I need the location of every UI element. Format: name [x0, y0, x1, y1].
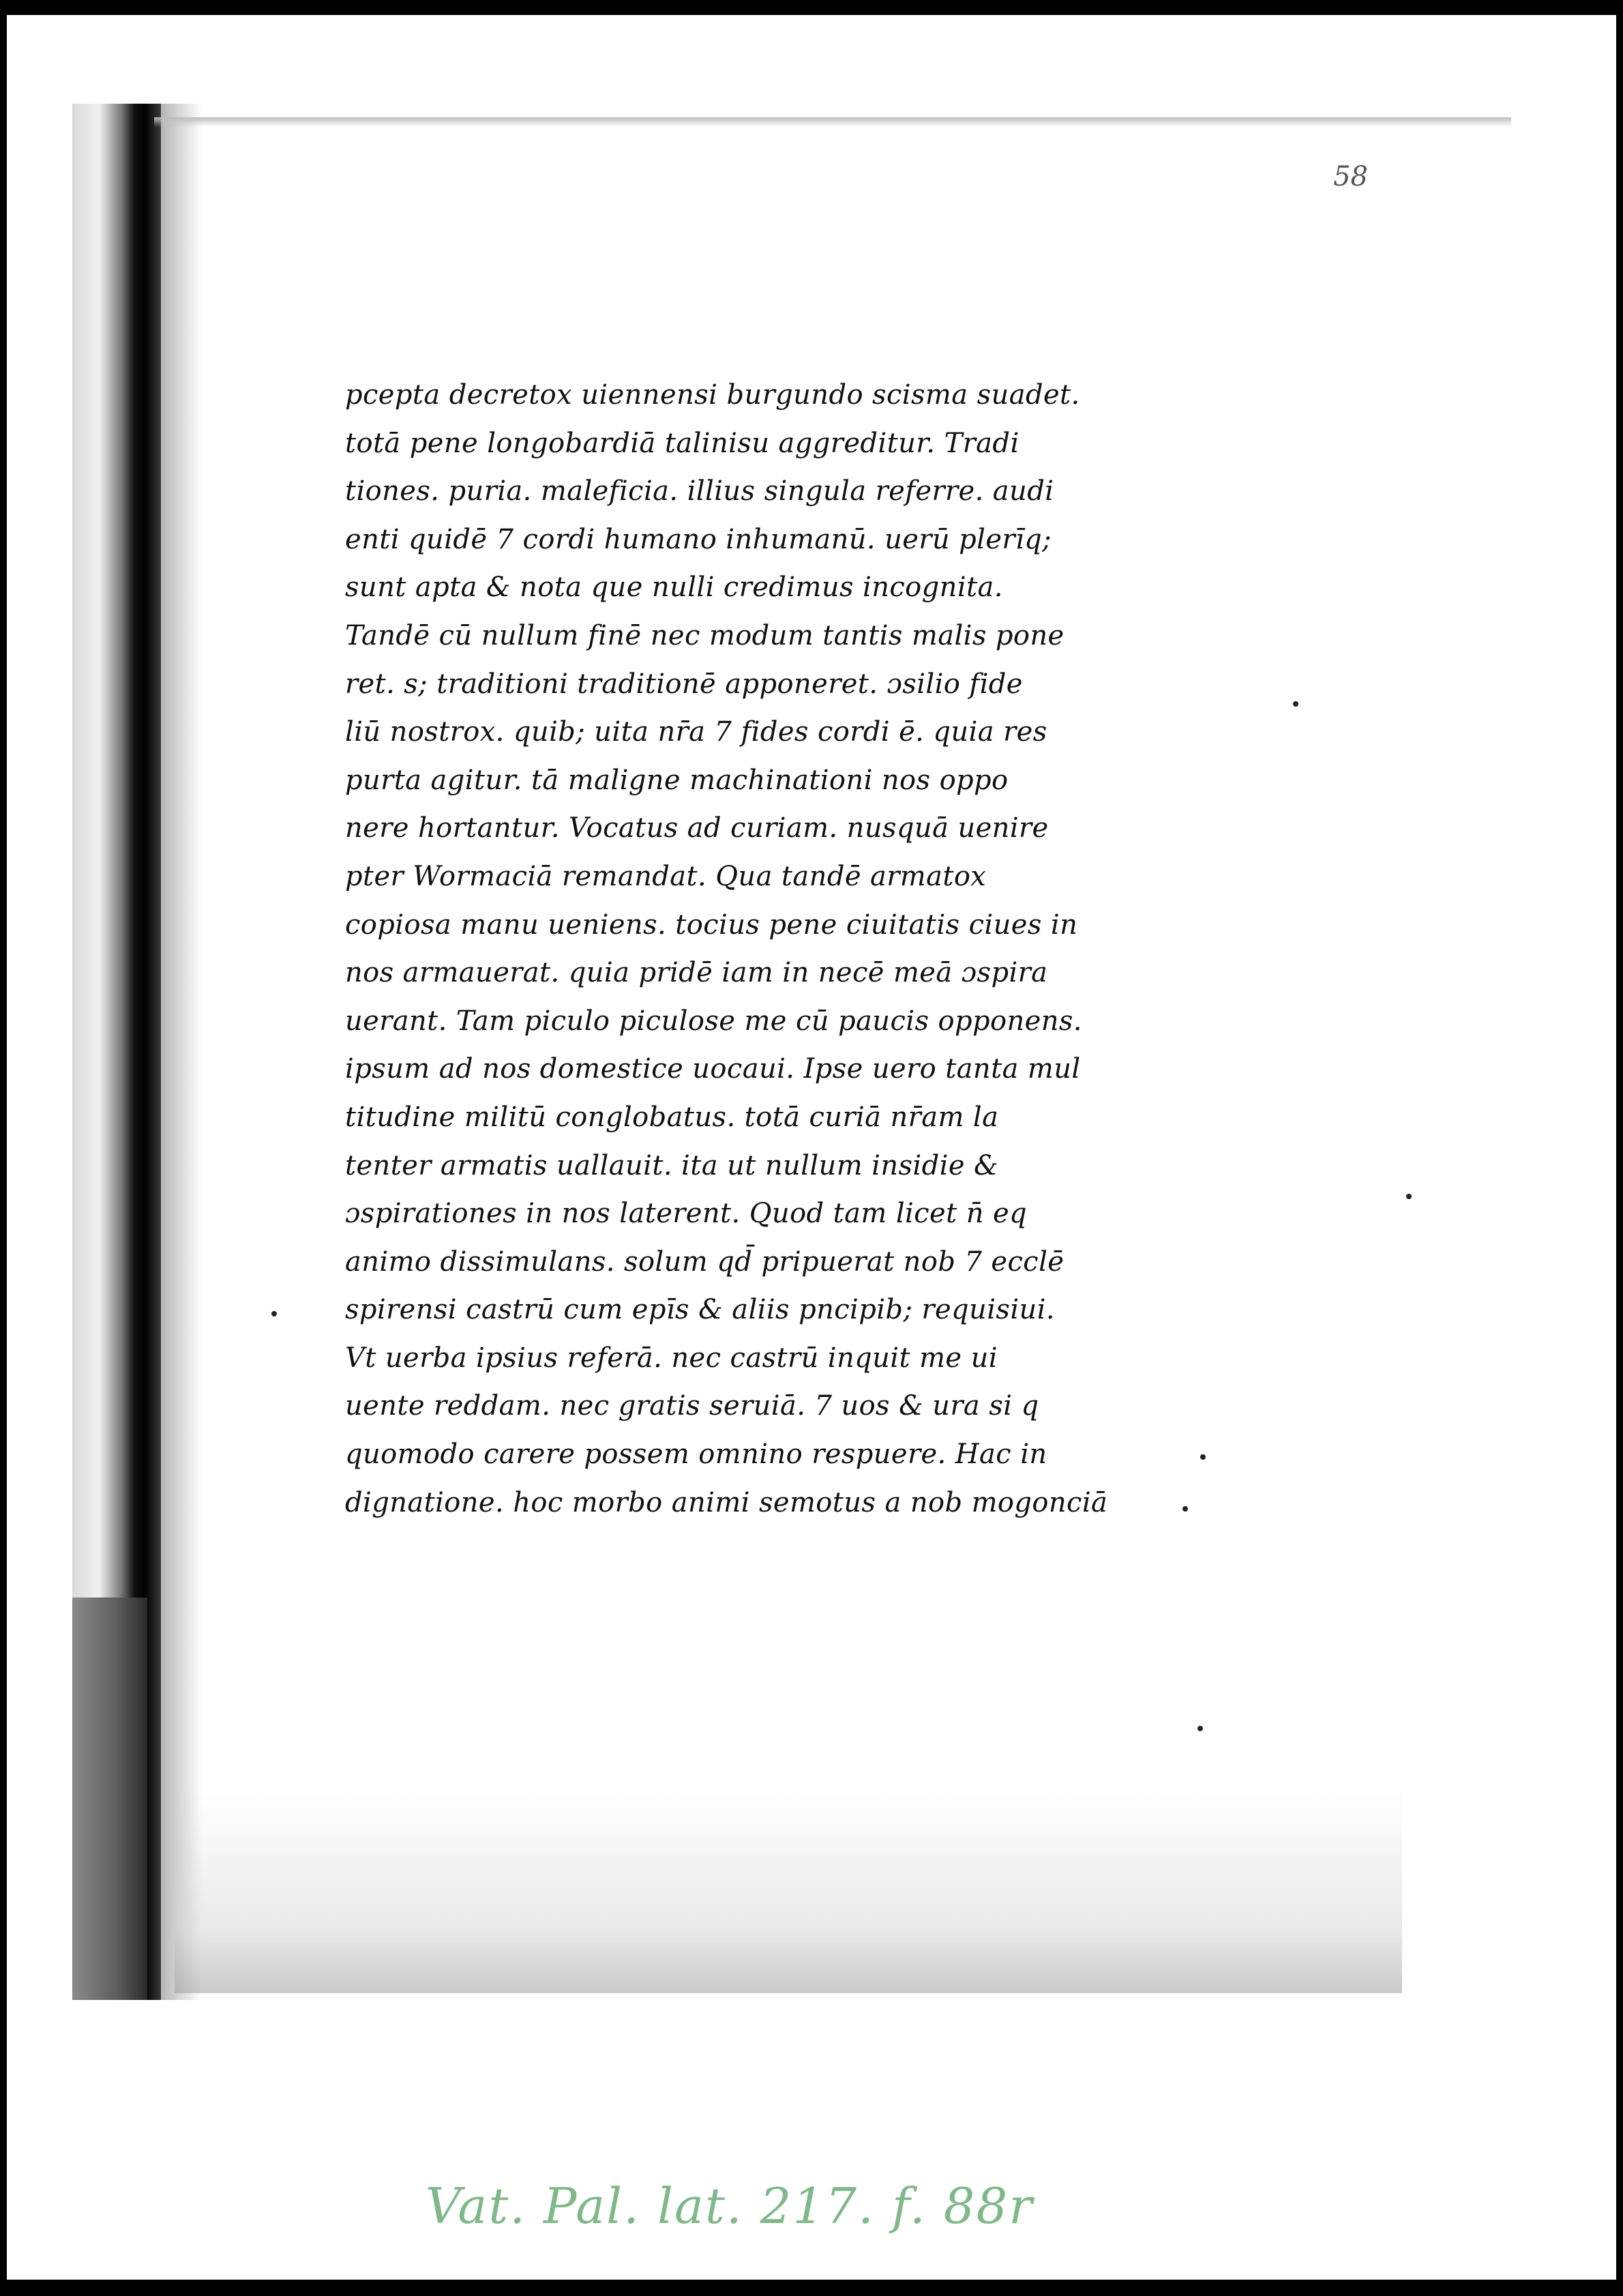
text-line: ipsum ad nos domestice uocaui. Ipse uero tanta mul: [345, 1053, 1081, 1085]
text-line: pcepta decretox uiennensi burgundo scisma suadet.: [345, 379, 1080, 411]
text-line: ɔspirationes in nos laterent. Quod tam licet n̄ eq: [345, 1198, 1028, 1230]
ink-speck: [271, 1311, 277, 1316]
text-line: animo dissimulans. solum qd̄ pripuerat nob 7 ecclē: [345, 1246, 1064, 1278]
text-line: spirensi castrū cum epīs & aliis pncipib; requisiui.: [345, 1294, 1055, 1326]
text-line: Vt uerba ipsius referā. nec castrū inquit me ui: [345, 1342, 998, 1374]
text-line: dignatione. hoc morbo animi semotus a nob mogonciā: [345, 1486, 1108, 1518]
text-line: enti quidē 7 cordi humano inhumanū. uerū plerīq;: [345, 523, 1052, 555]
text-line: liū nostrox. quib; uita nr̄a 7 fides cordi ē. quia res: [345, 716, 1047, 748]
gutter-shadow: [161, 104, 202, 2000]
text-line: Tandē cū nullum finē nec modum tantis malis pone: [345, 619, 1064, 651]
binding-lower-edge: [72, 1598, 147, 2000]
shelfmark-annotation: Vat. Pal. lat. 217. f. 88r: [426, 2177, 1034, 2235]
text-line: nere hortantur. Vocatus ad curiam. nusquā uenire: [345, 812, 1049, 844]
text-line: titudine militū conglobatus. totā curiā nr̄am la: [345, 1101, 999, 1133]
text-line: uerant. Tam piculo piculose me cū paucis opponens.: [345, 1005, 1082, 1037]
folio-number: 58: [1333, 161, 1368, 192]
manuscript-text: [345, 371, 1341, 1527]
ink-speck: [1200, 1454, 1206, 1460]
text-line: sunt apta & nota que nulli credimus incognita.: [345, 572, 1003, 604]
text-line: tenter armatis uallauit. ita ut nullum insidie &: [345, 1149, 999, 1181]
ink-speck: [1197, 1726, 1203, 1731]
text-line: quomodo carere possem omnino respuere. Hac in: [345, 1439, 1047, 1471]
ink-speck: [1406, 1194, 1412, 1199]
text-line: copiosa manu ueniens. tocius pene ciuitatis ciues in: [345, 909, 1078, 941]
text-line: nos armauerat. quia pridē iam in necē meā ɔspira: [345, 957, 1048, 989]
text-line: tiones. puria. maleficia. illius singula referre. audi: [345, 475, 1054, 507]
ink-speck: [1182, 1506, 1188, 1512]
manuscript-folio: [72, 104, 1511, 2000]
text-line: pter Wormaciā remandat. Qua tandē armatox: [345, 860, 987, 892]
folio-top-edge: [154, 117, 1511, 127]
text-line: ret. s; traditioni traditionē apponeret. ɔsilio fide: [345, 668, 1023, 700]
text-line: totā pene longobardiā talinisu aggreditur. Tradi: [345, 427, 1019, 459]
text-line: purta agitur. tā maligne machinationi nos oppo: [345, 764, 1009, 796]
text-line: uente reddam. nec gratis seruiā. 7 uos & ura si q: [345, 1390, 1039, 1422]
folio-lower-stain: [175, 1789, 1402, 1993]
ink-speck: [1293, 701, 1298, 707]
